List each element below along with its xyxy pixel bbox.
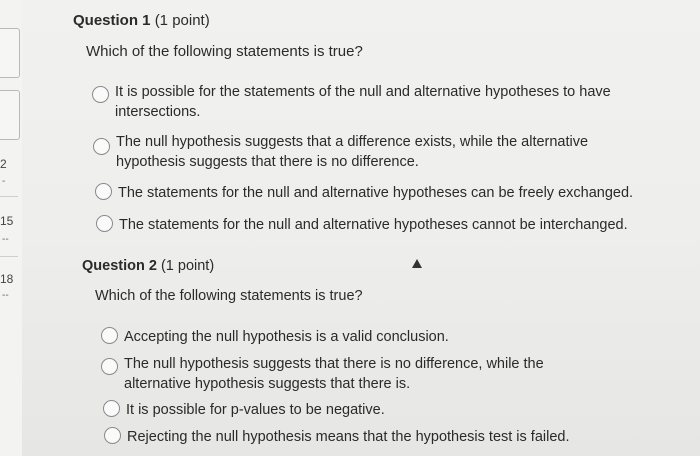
question-1-option-3[interactable] bbox=[95, 183, 695, 203]
question-1-prompt: Which of the following statements is true? bbox=[86, 43, 363, 60]
question-1-points: (1 point) bbox=[154, 12, 210, 29]
radio-button[interactable] bbox=[93, 138, 110, 155]
question-nav-number[interactable]: 2 bbox=[0, 157, 7, 171]
question-1-label: Question 1 bbox=[73, 12, 151, 29]
option-label: It is possible for the statements of the null and alternative hypotheses to have intersections. bbox=[115, 84, 611, 120]
question-2-option-3[interactable] bbox=[103, 400, 663, 420]
nav-divider bbox=[0, 256, 18, 257]
question-2-points: (1 point) bbox=[160, 258, 215, 274]
question-2-option-2[interactable] bbox=[101, 354, 601, 394]
question-1-option-1[interactable] bbox=[92, 82, 632, 122]
radio-button[interactable] bbox=[95, 183, 112, 200]
radio-button[interactable] bbox=[104, 427, 121, 444]
question-2-option-1[interactable] bbox=[101, 327, 661, 347]
question-nav-status: -- bbox=[2, 234, 9, 245]
question-nav-status: - bbox=[2, 176, 6, 187]
option-label: Rejecting the null hypothesis means that the hypothesis test is failed. bbox=[127, 429, 570, 445]
radio-button[interactable] bbox=[101, 327, 118, 344]
option-label: The statements for the null and alternative hypotheses cannot be interchanged. bbox=[119, 217, 628, 233]
option-label: Accepting the null hypothesis is a valid conclusion. bbox=[124, 329, 449, 345]
question-nav-number[interactable]: 18 bbox=[0, 272, 14, 286]
radio-button[interactable] bbox=[103, 400, 120, 417]
nav-divider bbox=[0, 196, 18, 197]
question-nav-box[interactable] bbox=[0, 90, 20, 140]
option-label: The null hypothesis suggests that a difference exists, while the alternative hypothesis suggests that there is no difference. bbox=[116, 134, 589, 170]
option-label: It is possible for p-values to be negative. bbox=[126, 402, 385, 418]
radio-button[interactable] bbox=[96, 215, 113, 232]
question-1-option-4[interactable] bbox=[96, 215, 696, 235]
question-nav-number[interactable]: 15 bbox=[0, 214, 14, 228]
radio-button[interactable] bbox=[101, 358, 118, 375]
question-1-title bbox=[73, 12, 210, 29]
option-label: The statements for the null and alternative hypotheses can be freely exchanged. bbox=[118, 185, 634, 201]
question-nav-status: -- bbox=[2, 290, 9, 301]
question-navigation bbox=[0, 0, 22, 456]
question-1-option-2[interactable] bbox=[93, 132, 613, 172]
radio-button[interactable] bbox=[92, 86, 109, 103]
question-2-option-4[interactable] bbox=[104, 427, 694, 447]
mouse-cursor-icon bbox=[412, 259, 422, 268]
question-2-prompt: Which of the following statements is true? bbox=[95, 288, 363, 304]
question-nav-box[interactable] bbox=[0, 28, 20, 78]
option-label: The null hypothesis suggests that there is no difference, while the alternative hypothesis suggests that there is. bbox=[124, 356, 544, 392]
question-2-title bbox=[82, 258, 214, 274]
question-2-label: Question 2 bbox=[82, 258, 157, 274]
